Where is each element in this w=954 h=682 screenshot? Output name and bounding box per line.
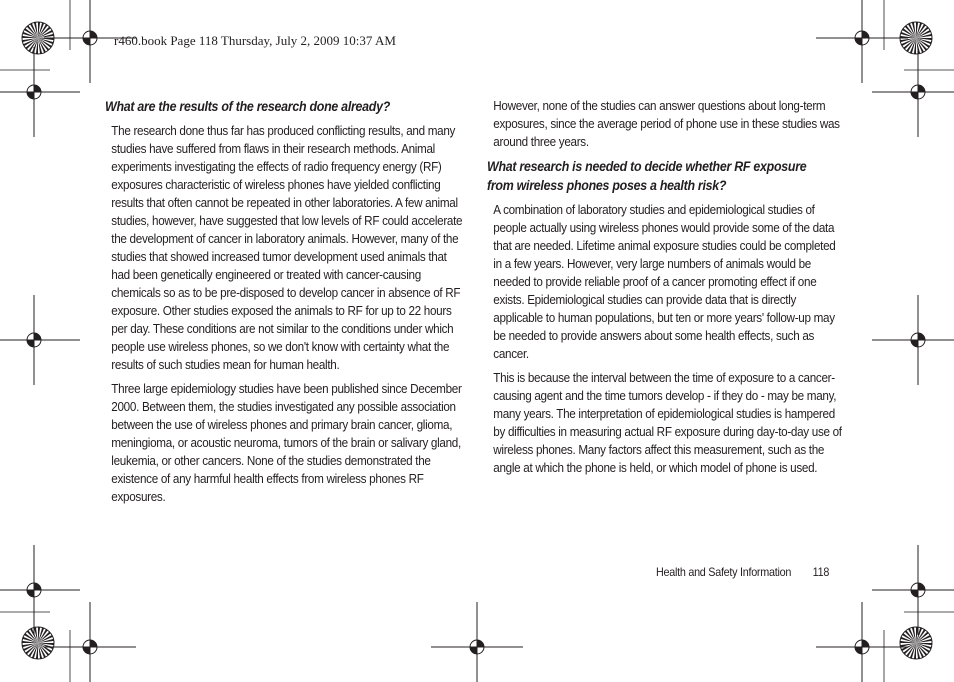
section-heading-results: What are the results of the research done already? [105,99,391,114]
crosshair-mark-icon [816,0,908,83]
crosshair-mark-icon [44,602,136,682]
crosshair-mark-icon [872,295,954,385]
crosshair-mark-icon [816,602,908,682]
crosshair-mark-icon [872,545,954,635]
crosshair-mark-icon [431,602,523,682]
page-footer [656,565,829,579]
crosshair-mark-icon [0,545,80,635]
paragraph-long-term-exposure: However, none of the studies can answer questions about long-term exposures, since the average period of phone use in these studies was around three years. [493,98,840,149]
crosshair-mark-icon [0,47,80,137]
right-column [487,97,842,483]
paragraph-interval-exposure: This is because the interval between the time of exposure to a cancer-causing agent and the time tumors develop - if they do - may be many, many years. The interpretation of epidemiological studies is hampered by difficulties in measuring actual RF exposure during day-to-day use of wireless phones. Many factors affect this measurement, such as the angle at which the phone is held, or which model of phone is used. [493,370,842,475]
section-heading-research-needed: What research is needed to decide whether RF exposure from wireless phones poses a health risk? [487,159,807,193]
print-slug: r460.book Page 118 Thursday, July 2, 2009 10:37 AM [114,33,396,48]
paragraph-epidemiology-studies: Three large epidemiology studies have been published since December 2000. Between them, the studies investigated any possible association between the use of wireless phones and primary brain cancer, glioma, meningioma, or acoustic neuroma, tumors of the brain or salivary gland, leukemia, or other cancers. None of the studies demonstrated the existence of any harmful health effects from wireless phones RF exposures. [111,381,462,504]
paragraph-combination-studies: A combination of laboratory studies and epidemiological studies of people actually using wireless phones would provide some of the data that are needed. Lifetime animal exposure studies could be completed in a few years. However, very large numbers of animals would be needed to provide reliable proof of a cancer promoting effect if one exists. Epidemiological studies can provide data that is directly applicable to human populations, but ten or more years' follow-up may be needed to provide answers about some health effects, such as cancer. [493,202,836,361]
left-column [105,97,463,512]
starburst-mark-icon [22,627,54,659]
crosshair-mark-icon [872,47,954,137]
crosshair-mark-icon [0,295,80,385]
page-number: 118 [812,565,830,579]
footer-section-title: Health and Safety Information [656,565,792,579]
paragraph-research-results: The research done thus far has produced conflicting results, and many studies have suffered from flaws in their research methods. Animal experiments investigating the effects of radio frequency energy (RF) exposures characteristic of wireless phones have yielded conflicting results that often cannot be repeated in other laboratories. A few animal studies, however, have suggested that low levels of RF could accelerate the development of cancer in laboratory animals. However, many of the studies that showed increased tumor development used animals that had been genetically engineered or treated with cancer-causing chemicals so as to be pre-disposed to develop cancer in absence of RF exposure. Other studies exposed the animals to RF for up to 22 hours per day. These conditions are not similar to the conditions under which people use wireless phones, so we don't know with certainty what the results of such studies mean for human health. [111,123,463,372]
starburst-mark-icon [900,627,932,659]
